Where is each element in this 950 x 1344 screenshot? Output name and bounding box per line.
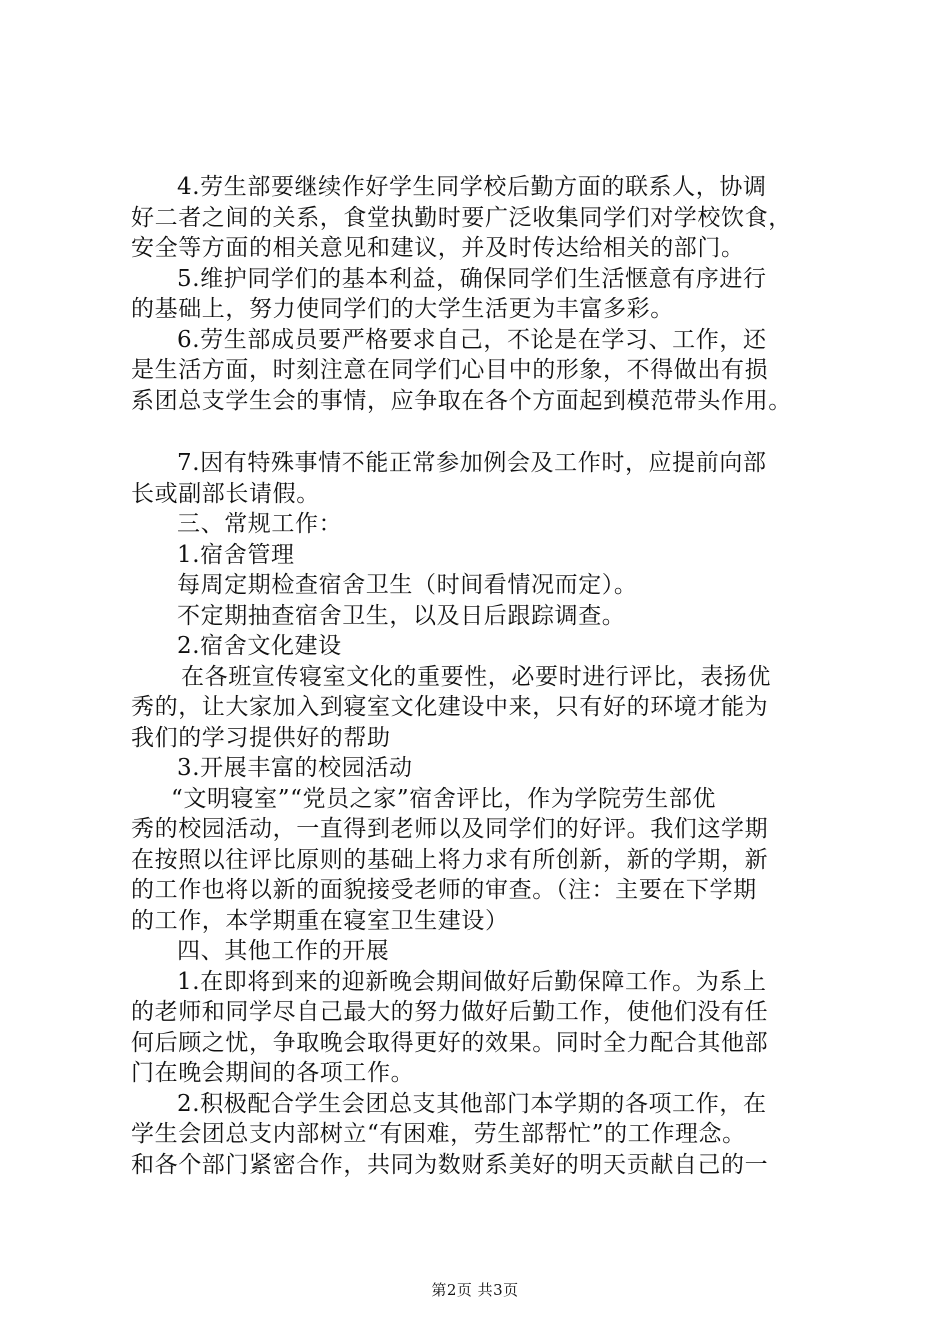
paragraph-line: 不定期抽查宿舍卫生，以及日后跟踪调查。 bbox=[177, 602, 626, 629]
paragraph-line: 7.因有特殊事情不能正常参加例会及工作时，应提前向部 bbox=[177, 450, 767, 476]
paragraph-line: 我们的学习提供好的帮助 bbox=[131, 724, 391, 751]
paragraph-line: 门在晚会期间的各项工作。 bbox=[131, 1060, 415, 1086]
paragraph-line: 2.积极配合学生会团总支其他部门本学期的各项工作，在 bbox=[177, 1090, 767, 1117]
paragraph-line: 好二者之间的关系，食堂执勤时要广泛收集同学们对学校饮食， bbox=[131, 204, 792, 231]
paragraph-line: 每周定期检查宿舍卫生（时间看情况而定）。 bbox=[177, 572, 638, 598]
paragraph-line: 学生会团总支内部树立“有困难，劳生部帮忙”的工作理念。 bbox=[131, 1121, 746, 1147]
page-number-label: 第2页 共3页 bbox=[431, 1281, 519, 1299]
page-footer bbox=[0, 1279, 950, 1300]
paragraph-line: 的老师和同学尽自己最大的努力做好后勤工作，使他们没有任 bbox=[131, 999, 769, 1025]
paragraph-line: 秀的，让大家加入到寝室文化建设中来，只有好的环境才能为 bbox=[131, 694, 769, 720]
paragraph-line: 系团总支学生会的事情，应争取在各个方面起到模范带头作用。 bbox=[131, 387, 792, 414]
paragraph-gap bbox=[131, 416, 843, 448]
section-heading: 四、其他工作的开展 bbox=[177, 938, 390, 964]
document-body bbox=[131, 172, 843, 1180]
subsection-heading: 1.宿舍管理 bbox=[177, 541, 295, 568]
paragraph-line: 的基础上，努力使同学们的大学生活更为丰富多彩。 bbox=[131, 296, 674, 322]
paragraph-line: 何后顾之忧，争取晚会取得更好的效果。同时全力配合其他部 bbox=[131, 1029, 769, 1056]
paragraph-line: 4.劳生部要继续作好学生同学校后勤方面的联系人，协调 bbox=[177, 174, 767, 200]
paragraph-line: 安全等方面的相关意见和建议，并及时传达给相关的部门。 bbox=[131, 235, 745, 261]
paragraph-line: “文明寝室”“党员之家”宿舍评比，作为学院劳生部优 bbox=[171, 785, 717, 812]
paragraph-line: 秀的校园活动，一直得到老师以及同学们的好评。我们这学期 bbox=[131, 816, 769, 842]
paragraph-line: 5.维护同学们的基本利益，确保同学们生活惬意有序进行 bbox=[177, 265, 767, 292]
paragraph-line: 6.劳生部成员要严格要求自己，不论是在学习、工作，还 bbox=[177, 326, 767, 353]
paragraph-line: 在各班宣传寝室文化的重要性，必要时进行评比，表扬优 bbox=[181, 663, 771, 690]
paragraph-line: 在按照以往评比原则的基础上将力求有所创新，新的学期，新 bbox=[131, 846, 769, 873]
paragraph-line: 1.在即将到来的迎新晚会期间做好后勤保障工作。为系上 bbox=[177, 968, 767, 995]
subsection-heading: 2.宿舍文化建设 bbox=[177, 633, 342, 659]
subsection-heading: 3.开展丰富的校园活动 bbox=[177, 755, 413, 781]
paragraph-line: 和各个部门紧密合作，共同为数财系美好的明天贡献自己的一 bbox=[131, 1151, 769, 1178]
paragraph-line: 是生活方面，时刻注意在同学们心目中的形象，不得做出有损 bbox=[131, 357, 769, 383]
section-heading: 三、常规工作： bbox=[177, 511, 343, 537]
paragraph-line: 长或副部长请假。 bbox=[131, 480, 320, 507]
paragraph-line: 的工作也将以新的面貌接受老师的审查。（注：主要在下学期 bbox=[131, 877, 757, 903]
paragraph-line: 的工作，本学期重在寝室卫生建设） bbox=[131, 907, 509, 934]
